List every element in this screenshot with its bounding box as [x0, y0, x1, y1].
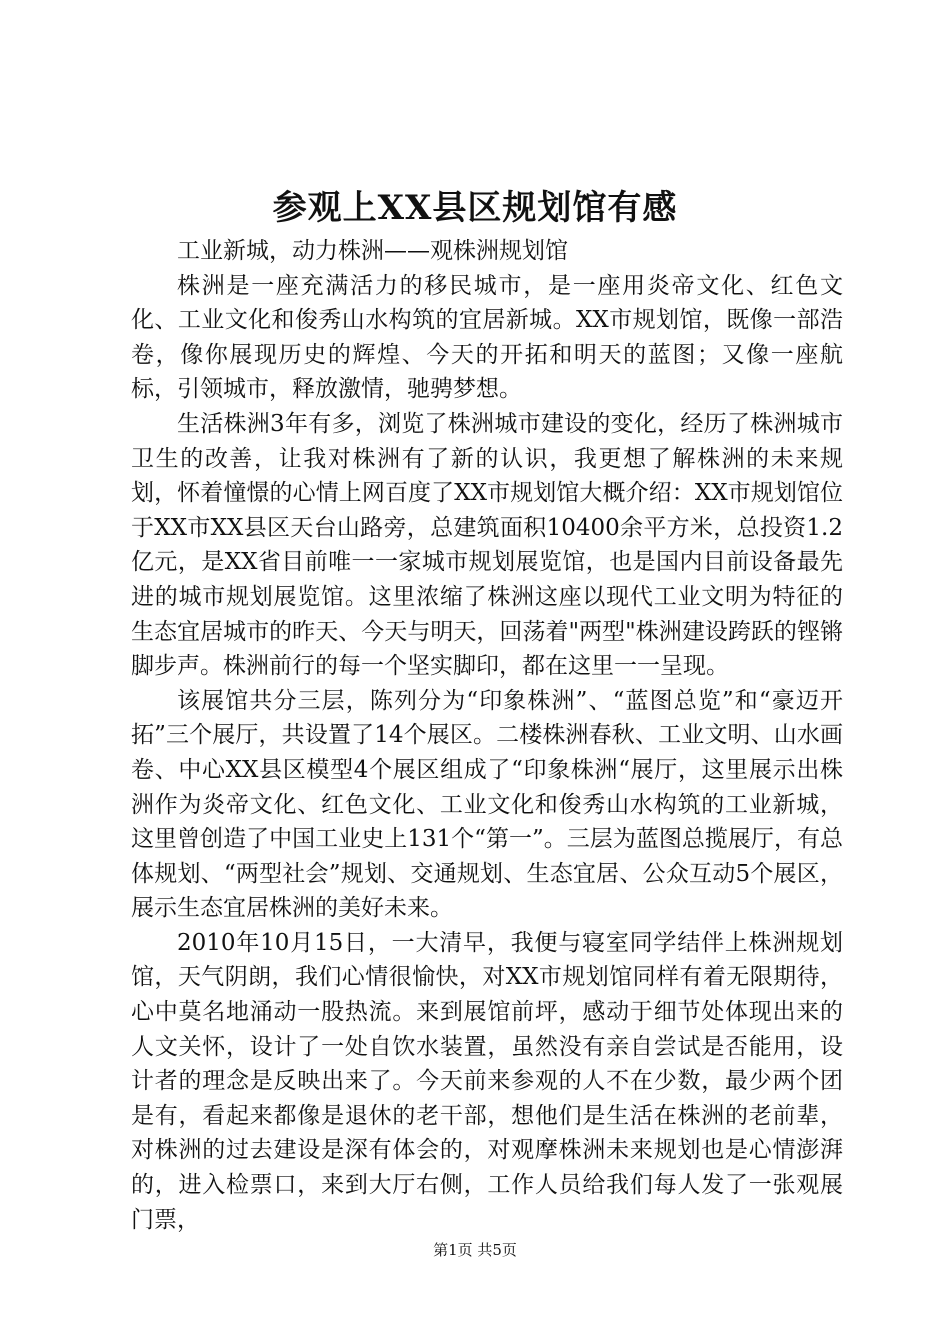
- paragraph-intro: 株洲是一座充满活力的移民城市，是一座用炎帝文化、红色文化、工业文化和俊秀山水构筑的宜居新城。XX市规划馆，既像一部浩卷，像你展现历史的辉煌、今天的开拓和明天的蓝图；又像一座航标，引领城市，释放激情，驰骋梦想。: [131, 272, 843, 403]
- paragraph-exhibition-layout: 该展馆共分三层，陈列分为“印象株洲”、“蓝图总览”和“豪迈开拓”三个展厅，共设置了14个展区。二楼株洲春秋、工业文明、山水画卷、中心XX县区模型4个展区组成了“印象株洲“展厅，这里展示出株洲作为炎帝文化、红色文化、工业文化和俊秀山水构筑的工业新城，这里曾创造了中国工业史上131个“第一”。三层为蓝图总揽展厅，有总体规划、“两型社会”规划、交通规划、生态宜居、公众互动5个展区，展示生态宜居株洲的美好未来。: [131, 687, 843, 922]
- page-footer: 第1页 共5页: [433, 1241, 517, 1259]
- paragraph-background: 生活株洲3年有多，浏览了株洲城市建设的变化，经历了株洲城市卫生的改善，让我对株洲有了新的认识，我更想了解株洲的未来规划，怀着憧憬的心情上网百度了XX市规划馆大概介绍：XX市规划馆位于XX市XX县区天台山路旁，总建筑面积10400余平方米，总投资1.2亿元，是XX省目前唯一一家城市规划展览馆，也是国内目前设备最先进的城市规划展览馆。这里浓缩了株洲这座以现代工业文明为特征的生态宜居城市的昨天、今天与明天，回荡着"两型"株洲建设跨跃的铿锵脚步声。株洲前行的每一个坚实脚印，都在这里一一呈现。: [131, 410, 843, 680]
- document-body: [131, 234, 843, 1237]
- paragraph-subtitle: 工业新城，动力株洲——观株洲规划馆: [177, 238, 568, 264]
- paragraph-visit: 2010年10月15日，一大清早，我便与寝室同学结伴上株洲规划馆，天气阴朗，我们心情很愉快，对XX市规划馆同样有着无限期待，心中莫名地涌动一股热流。来到展馆前坪，感动于细节处体现出来的人文关怀，设计了一处自饮水装置，虽然没有亲自尝试是否能用，设计者的理念是反映出来了。今天前来参观的人不在少数，最少两个团是有，看起来都像是退休的老干部，想他们是生活在株洲的老前辈，对株洲的过去建设是深有体会的，对观摩株洲未来规划也是心情澎湃的，进入检票口，来到大厅右侧，工作人员给我们每人发了一张观展门票，: [131, 929, 843, 1233]
- document-title: 参观上XX县区规划馆有感: [272, 188, 678, 228]
